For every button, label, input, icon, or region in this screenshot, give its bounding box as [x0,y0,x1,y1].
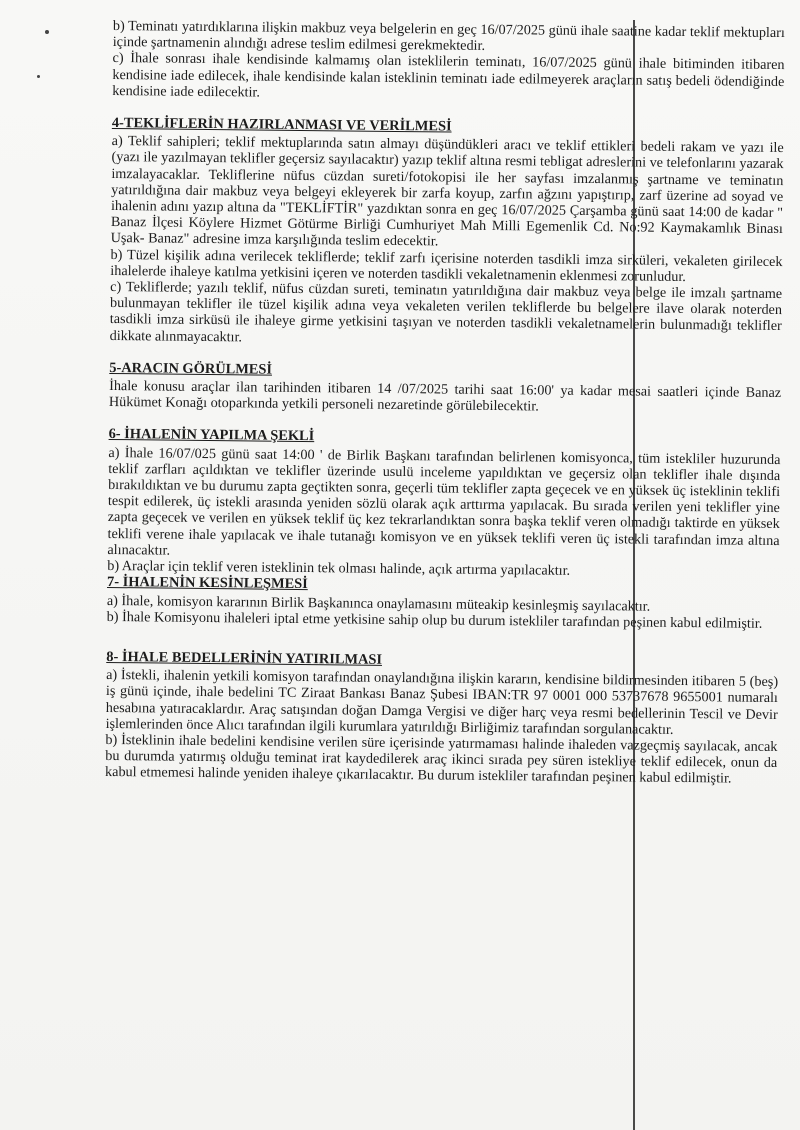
paragraph-7a: a) İhale, komisyon kararının Birlik Başkanınca onaylamasını müteakip kesinleşmiş sayılacaktır. [106,592,651,615]
paragraph-4c: c) Tekliflerde; yazılı teklif, nüfus cüzdan sureti, teminatın yatırıldığına dair makbuz veya belge ile imzalı şartname bulunmayan teklifler ile tüzel kişilik adına veya vekaleten verilen tekliflerde bu belgelere ilave olarak noterden tasdikli imza sirküsü ile ihaleye girme yetkisini taşıyan ve noterden tasdikli vekaletnamelerin bulunmadığı teklifler dikkate alınmayacaktır. [109,279,783,346]
paragraph-3b: b) Teminatı yatırdıklarına ilişkin makbuz veya belgelerin en geç 16/07/2025 günü ihale saatine kadar teklif mektupları içinde şartnamenin alındığı adrese teslim edilmesi gerekmektedir. [112,18,785,55]
section-7-title: 7- İHALENİN KESİNLEŞMESİ [107,574,308,593]
scan-speck [37,75,40,78]
paragraph-8a: a) İstekli, ihalenin yetkili komisyon tarafından onaylandığına ilişkin kararın, kendisine bildirmesinden itibaren 5 (beş) iş günü içinde, ihale bedelini TC Ziraat Bankası Banaz Şubesi IBAN:TR 97 0001 000 53737678 9655001 numaralı hesabına yatıracaklardır. Araç satışından doğan Damga Vergisi ve diğer harç veya resmi bedellerinin Tescil ve Devir işlemlerinden önce Alıcı tarafından ilgili kurumlara yatırıldığı Birliğimiz tarafından sorgulanacaktır. [105,667,779,738]
section-5-title: 5-ARACIN GÖRÜLMESİ [109,359,273,378]
section-8 [105,649,778,788]
paragraph-5: İhale konusu araçlar ilan tarihinden itibaren 14 /07/2025 tarihi saat 16:00' ya kadar mesai saatleri içinde Banaz Hükümet Konağı otoparkında yetkili personeli nezaretinde görülebilecektir. [108,378,782,415]
paragraph-3c: c) İhale sonrası ihale kendisinde kalmamış olan isteklilerin teminatı, 16/07/2025 günü ihale bitiminden itibaren kendisine iade edilecek, ihale kendisinde kalan isteklinin teminatı iade edilmeyerek araçların satış bedeli ödendiğinde kendisine iade edilecektir. [112,50,785,101]
document-body [105,18,785,788]
paragraph-6b: b) Araçlar için teklif veren isteklinin tek olması halinde, açık artırma yapılacaktır. [107,558,571,579]
section-6-title: 6- İHALENİN YAPILMA ŞEKLİ [108,426,315,445]
section-3-continuation [112,18,785,106]
section-4-title: 4-TEKLİFLERİN HAZIRLANMASI VE VERİLMESİ [111,115,452,135]
paragraph-6a: a) İhale 16/07/025 günü saat 14:00 ' de Birlik Başkanı tarafından belirlenen komisyonca, tüm istekliler huzurunda teklif zarfları açıldıktan ve teklifler üzerinde usulü inceleme yapıldıktan ve geçersiz olan teklifler ihale dışında bırakıldıktan ve bu durumu zapta geçtikten sonra, geçerli tüm teklifler zapta geçecek ve en yüksek üç isteklinin teklifi tespit edilerek, üç istekli arasında yeniden sözlü olarak açık arttırma yapılacak. Bu sırada verilen yeni teklifler yine zapta geçecek ve verilen en yüksek teklif üç kez tekrarlandıktan sonra başka teklif veren olmadığı taktirde en yüksek teklifi verene ihale yapılacak ve ihale tutanağı komisyon ve en yüksek teklifi veren üç istekli tarafından imza altına alınacaktır. [107,444,781,559]
scan-speck [45,30,49,34]
paragraph-4b: b) Tüzel kişilik adına verilecek tekliflerde; teklif zarfı içerisine noterden tasdikli imza sirküleri, vekaleten girilecek ihalelerde ihaleye katılma yetkisini içeren ve noterden tasdikli vekaletnamenin eklenmesi zorunludur. [110,246,783,285]
paragraph-4a: a) Teklif sahipleri; teklif mektuplarında satın almayı düşündükleri aracı ve teklif ettikleri bedeli rakam ve yazı ile (yazı ile yazılmayan teklifler geçersiz sayılacaktır) yazıp teklif altına resmi tebligat adreslerini ve telefonlarını yazarak imzalayacaklar. Tekliflerine nüfus cüzdan sureti/fotokopisi ile her sayfası imzalanmış şartname ve teminatın yatırıldığına dair makbuz veya belgeyi ekleyerek bir zarfa koyup, zarfın ağzını yapıştırıp, zarf üzerine ad soyad ve ihalenin adını yazıp altına da "TEKLİFTİR" yazdıktan sonra en geç 16/07/2025 Çarşamba günü saat 14:00 de kadar " Banaz İlçesi Köylere Hizmet Götürme Birliği Cumhuriyet Mah Milli Egemenlik Cd. No:92 Kaymakamlık Binası Uşak- Banaz" adresine imza karşılığında teslim edecektir. [110,133,784,250]
section-6 [107,426,781,581]
section-8-title: 8- İHALE BEDELLERİNİN YATIRILMASI [106,648,383,668]
section-7 [107,574,779,632]
paragraph-8b: b) İsteklinin ihale bedelini kendisine verilen süre içerisinde yatırmaması halinde ihaleden vazgeçmiş sayılacak, ancak bu durumda yatırmış olduğu teminat irat kaydedilerek araç ikinci sırada pey süren istekliye teklif edilecek, onun da kabul etmemesi halinde yeniden ihaleye çıkarılacaktır. Bu durum istekliler tarafından peşinen kabul edilmiştir. [105,731,778,787]
section-5 [109,360,781,418]
section-4 [110,115,784,351]
paragraph-7b: b) İhale Komisyonu ihaleleri iptal etme yetkisine sahip olup bu durum istekliler tarafından peşinen kabul edilmiştir. [106,608,763,632]
